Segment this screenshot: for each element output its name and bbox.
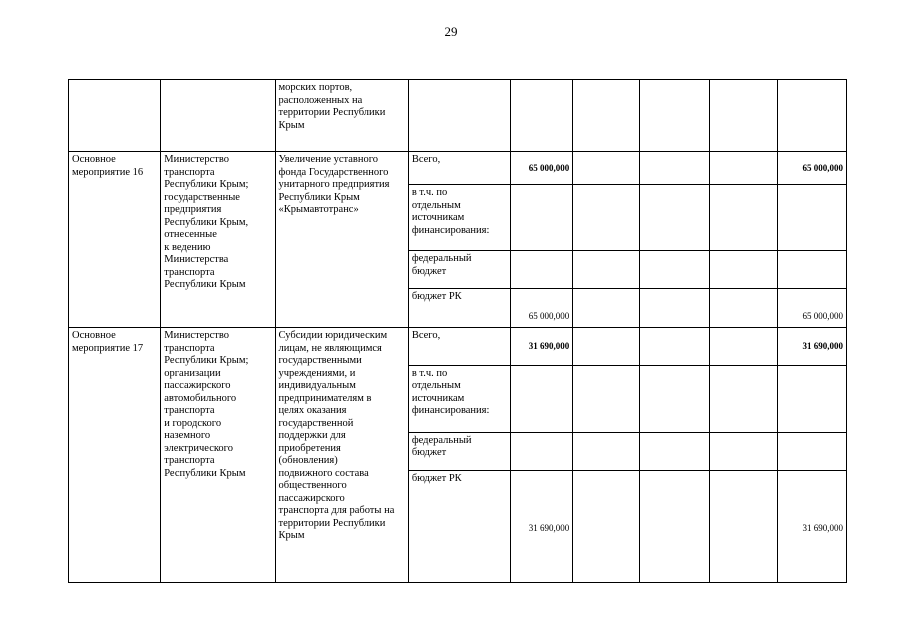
source-label-cell [408, 251, 510, 289]
description-line: транспорта для работы на [278, 505, 395, 517]
empty-cell [709, 152, 777, 185]
empty-cell [573, 80, 640, 152]
page-number: 29 [444, 24, 458, 39]
measure-17-total-row [69, 328, 847, 365]
empty-cell [573, 289, 640, 328]
description-line: государственными [278, 355, 362, 367]
empty-cell [511, 365, 573, 432]
source-label-cell [408, 365, 510, 432]
empty-cell [640, 251, 709, 289]
source-label-line: отдельным [411, 380, 461, 392]
executor-line: транспорта [164, 405, 215, 417]
description-line: (обновления) [278, 455, 338, 467]
executor-line: организации [164, 367, 221, 379]
year-value-cell: 65 000,000 [511, 289, 573, 328]
description-line: Республики Крым [278, 191, 360, 203]
description-line: пассажирского [278, 492, 345, 504]
executor-line: транспорта [164, 266, 215, 278]
source-label-line: источникам [411, 212, 465, 224]
empty-cell [709, 432, 777, 470]
executor-line: Республики Крым [164, 279, 246, 291]
empty-cell [640, 328, 709, 365]
description-cell [275, 152, 408, 328]
total-value-cell: 31 690,000 [777, 470, 846, 582]
measure-label-cell [69, 152, 161, 328]
measure-label-line: мероприятие 16 [72, 166, 144, 178]
executor-line: Министерство [164, 154, 229, 166]
empty-cell [573, 328, 640, 365]
description-line: территории Республики [278, 517, 386, 529]
executor-line: к ведению [164, 241, 211, 253]
program-table [68, 79, 847, 583]
empty-cell [408, 80, 510, 152]
empty-cell [709, 80, 777, 152]
total-value-cell: 65 000,000 [777, 152, 846, 185]
description-line: поддержки для [278, 430, 346, 442]
total-value-cell: 31 690,000 [777, 328, 846, 365]
description-line: предпринимателям в [278, 392, 372, 404]
year-value-cell: 31 690,000 [511, 328, 573, 365]
description-line: учреждениями, и [278, 367, 356, 379]
executor-line: государственные [164, 191, 240, 203]
executor-line: Министерство [164, 330, 229, 342]
source-label-cell [408, 185, 510, 251]
source-label-line: федеральный [411, 253, 472, 265]
executor-line: отнесенные [164, 229, 217, 241]
description-line: индивидуальным [278, 380, 356, 392]
empty-cell [573, 365, 640, 432]
empty-cell [640, 185, 709, 251]
source-label-cell: Всего, [408, 152, 510, 185]
continuation-label-cell [69, 80, 161, 152]
description-line: целях оказания [278, 405, 347, 417]
measure-label-line: Основное [72, 330, 116, 342]
empty-cell [709, 251, 777, 289]
continuation-description-cell [275, 80, 408, 152]
description-cell [275, 328, 408, 583]
year-value-cell: 65 000,000 [511, 152, 573, 185]
executor-line: Республики Крым; [164, 355, 249, 367]
executor-line: электрического [164, 442, 233, 454]
empty-cell [777, 251, 846, 289]
empty-cell [640, 289, 709, 328]
executor-line: автомобильного [164, 392, 237, 404]
empty-cell [777, 185, 846, 251]
description-line: унитарного предприятия [278, 179, 390, 191]
source-label-line: бюджет [411, 447, 447, 459]
source-label-cell: Всего, [408, 328, 510, 365]
executor-line: Республики Крым; [164, 179, 249, 191]
empty-cell [640, 80, 709, 152]
empty-cell [573, 251, 640, 289]
executor-line: транспорта [164, 166, 215, 178]
executor-cell [161, 328, 275, 583]
description-line: приобретения [278, 442, 341, 454]
description-line: Субсидии юридическим [278, 330, 388, 342]
description-line: общественного [278, 480, 347, 492]
empty-cell [573, 152, 640, 185]
description-line: территории Республики [278, 107, 386, 118]
description-line: фонда Государственного [278, 166, 389, 178]
executor-line: Министерства [164, 254, 229, 266]
source-label-line: федеральный [411, 434, 472, 446]
description-line: расположенных на [278, 94, 363, 106]
source-label-line: бюджет [411, 265, 447, 277]
empty-cell [511, 185, 573, 251]
empty-cell [709, 289, 777, 328]
source-label-line: отдельным [411, 199, 461, 211]
description-line: «Крымавтотранс» [278, 204, 359, 216]
empty-cell [777, 365, 846, 432]
continuation-executor-cell [161, 80, 275, 152]
empty-cell [511, 251, 573, 289]
source-label-line: финансирования: [411, 405, 490, 417]
empty-cell [709, 328, 777, 365]
continuation-row [69, 80, 847, 152]
executor-line: транспорта [164, 455, 215, 467]
empty-cell [709, 185, 777, 251]
source-label-line: в т.ч. по [411, 367, 448, 379]
empty-cell [777, 80, 846, 152]
empty-cell [640, 152, 709, 185]
source-label-cell: бюджет РК [408, 289, 510, 328]
executor-cell [161, 152, 275, 328]
description-line: Крым [278, 119, 305, 131]
description-line: Крым [278, 530, 305, 542]
description-line: морских портов, [278, 82, 353, 93]
executor-line: и городского [164, 417, 222, 429]
executor-line: предприятия [164, 204, 222, 216]
total-value-cell: 65 000,000 [777, 289, 846, 328]
empty-cell [640, 470, 709, 582]
description-line: лицам, не являющимся [278, 342, 382, 354]
empty-cell [511, 432, 573, 470]
executor-line: пассажирского [164, 380, 231, 392]
source-label-cell: бюджет РК [408, 470, 510, 582]
empty-cell [573, 185, 640, 251]
year-value-cell: 31 690,000 [511, 470, 573, 582]
executor-line: Республики Крым, [164, 216, 249, 228]
measure-16-total-row [69, 152, 847, 185]
empty-cell [640, 365, 709, 432]
empty-cell [709, 470, 777, 582]
empty-cell [573, 432, 640, 470]
empty-cell [777, 432, 846, 470]
source-label-line: источникам [411, 392, 465, 404]
empty-cell [573, 470, 640, 582]
source-label-line: в т.ч. по [411, 187, 448, 199]
executor-line: транспорта [164, 342, 215, 354]
description-line: Увеличение уставного [278, 154, 379, 166]
measure-label-line: Основное [72, 154, 116, 166]
description-line: подвижного состава [278, 467, 369, 479]
empty-cell [640, 432, 709, 470]
source-label-cell [408, 432, 510, 470]
measure-label-cell [69, 328, 161, 583]
executor-line: Республики Крым [164, 467, 246, 479]
source-label-line: финансирования: [411, 224, 490, 236]
executor-line: наземного [164, 430, 211, 442]
empty-cell [511, 80, 573, 152]
description-line: государственной [278, 417, 354, 429]
empty-cell [709, 365, 777, 432]
measure-label-line: мероприятие 17 [72, 342, 144, 354]
